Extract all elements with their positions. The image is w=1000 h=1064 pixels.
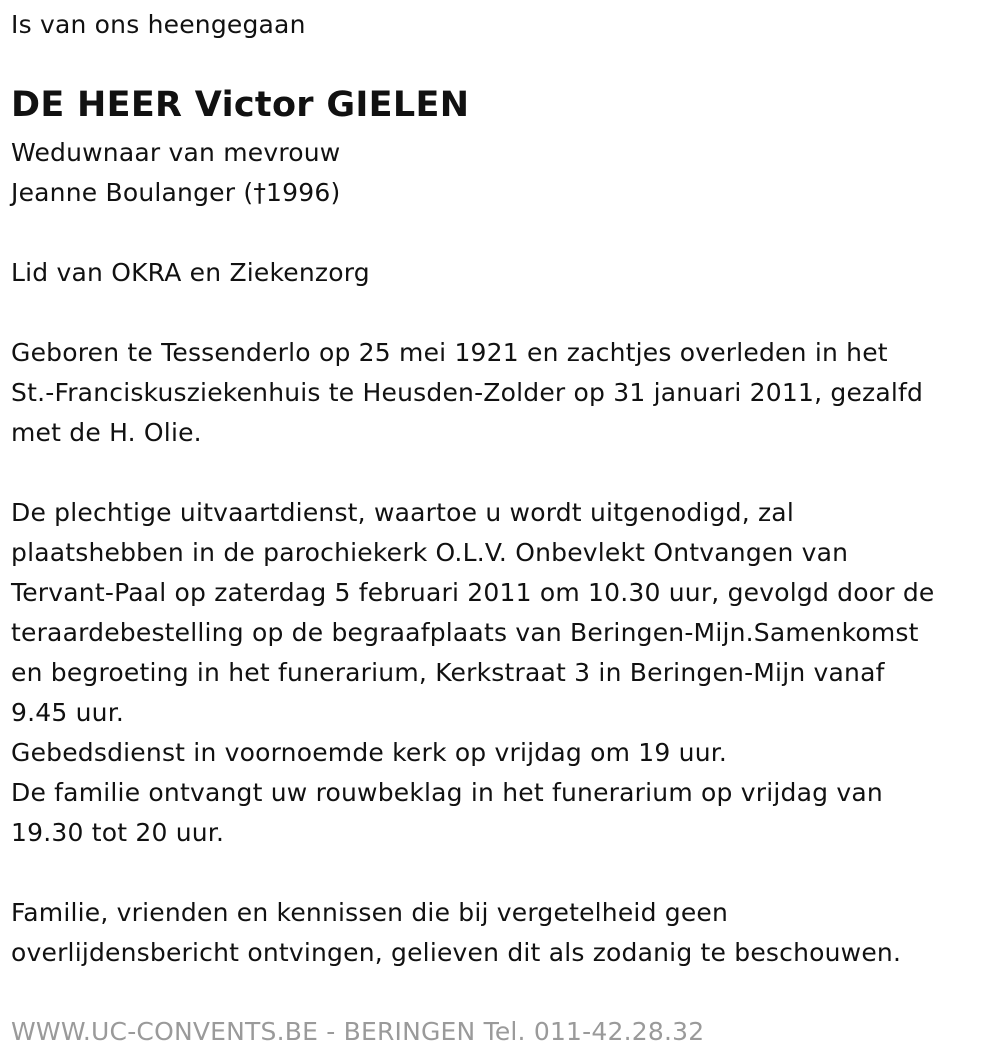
service-line: Tervant-Paal op zaterdag 5 februari 2011 om 10.30 uur, gevolgd door de [11,578,935,607]
birth-death-line: met de H. Olie. [11,418,202,447]
birth-death-line: St.-Franciskusziekenhuis te Heusden-Zolder op 31 januari 2011, gezalfd [11,378,924,407]
condolence-line: 19.30 tot 20 uur. [11,818,225,847]
condolence-line: De familie ontvangt uw rouwbeklag in het funerarium op vrijdag van [11,778,883,807]
service-line: teraardebestelling op de begraafplaats van Beringen-Mijn.Samenkomst [11,618,919,647]
closing-line: overlijdensbericht ontvingen, gelieven dit als zodanig te beschouwen. [11,938,902,967]
service-line: De plechtige uitvaartdienst, waartoe u wordt uitgenodigd, zal [11,498,794,527]
birth-death-line: Geboren te Tessenderlo op 25 mei 1921 en zachtjes overleden in het [11,338,888,367]
service-line: 9.45 uur. [11,698,125,727]
service-line: plaatshebben in de parochiekerk O.L.V. Onbevlekt Ontvangen van [11,538,849,567]
service-line: en begroeting in het funerarium, Kerkstraat 3 in Beringen-Mijn vanaf [11,658,885,687]
deceased-name: DE HEER Victor GIELEN [11,85,470,125]
footer-contact: WWW.UC-CONVENTS.BE - BERINGEN Tel. 011-42.28.32 [11,1017,705,1046]
membership-text: Lid van OKRA en Ziekenzorg [11,258,370,287]
widower-line-1: Weduwnaar van mevrouw [11,138,341,167]
prayer-service-line: Gebedsdienst in voornoemde kerk op vrijdag om 19 uur. [11,738,728,767]
intro-text: Is van ons heengegaan [11,10,306,39]
closing-line: Familie, vrienden en kennissen die bij vergetelheid geen [11,898,729,927]
widower-line-2: Jeanne Boulanger (†1996) [11,178,341,207]
